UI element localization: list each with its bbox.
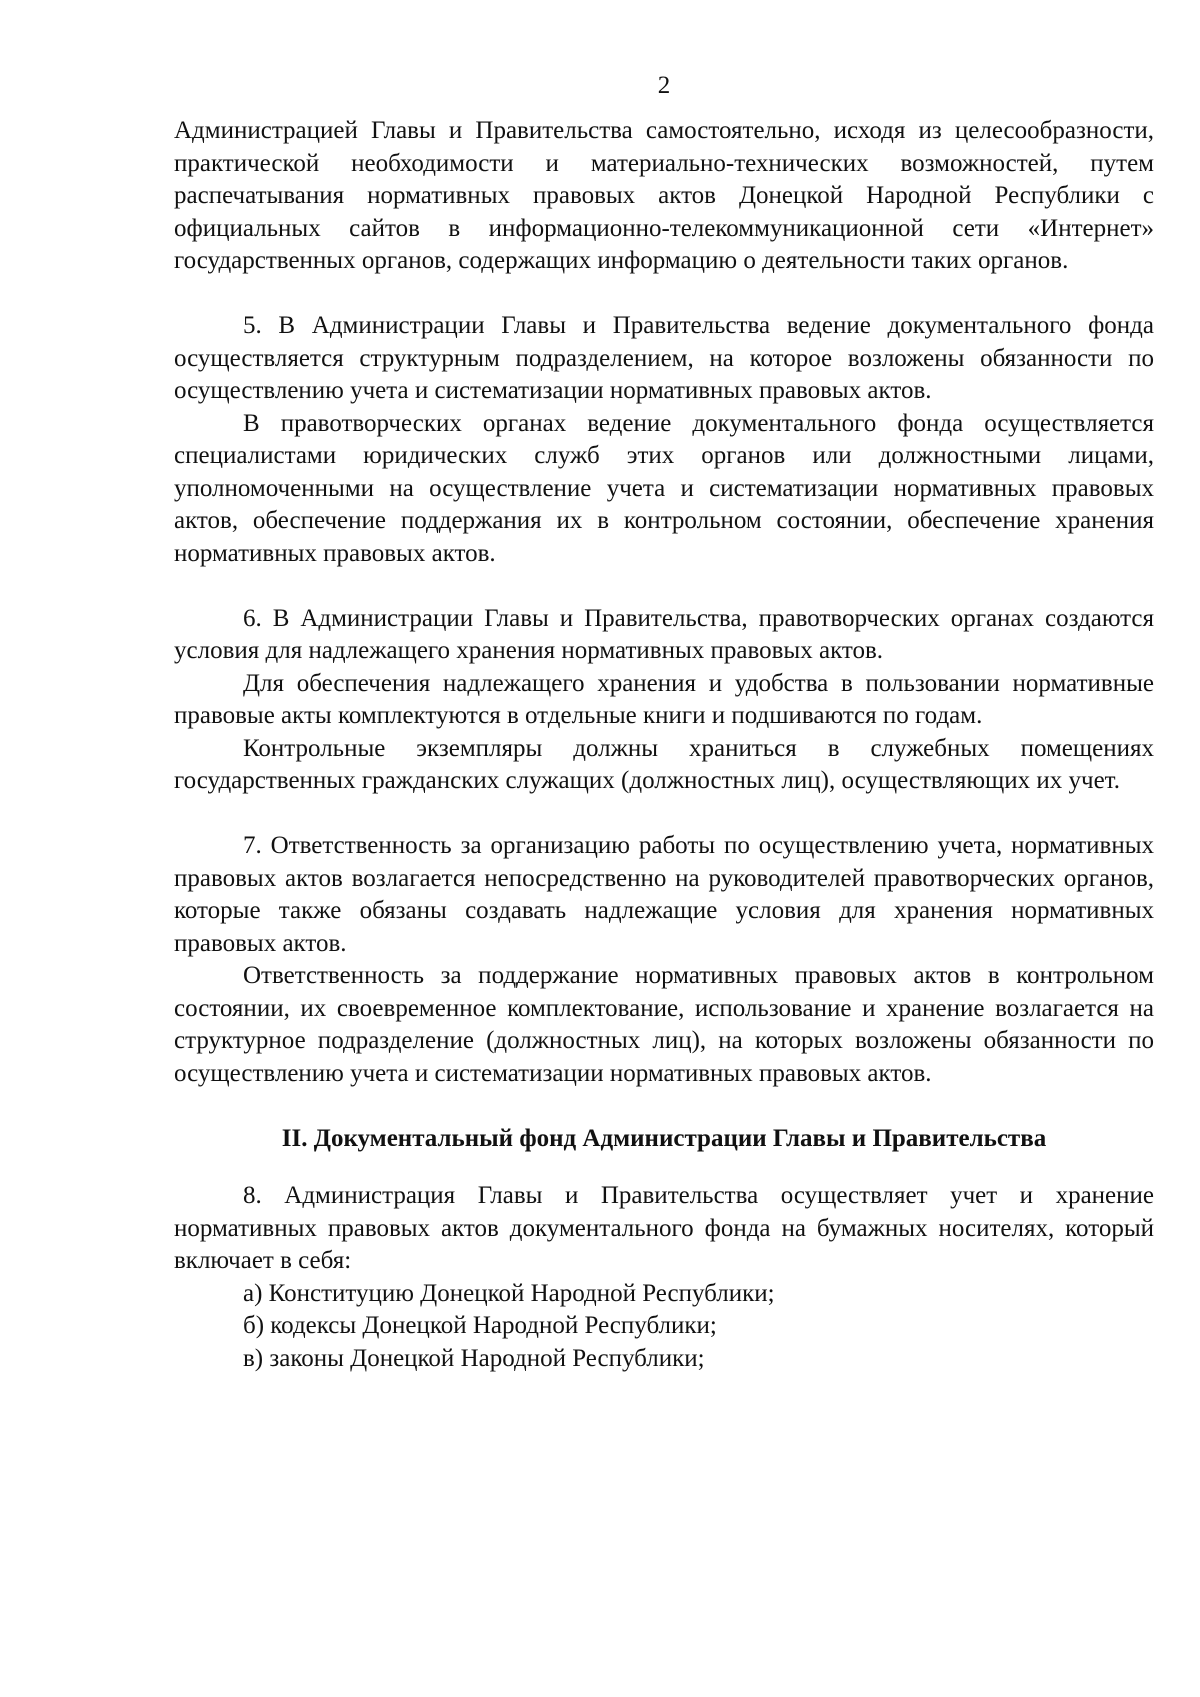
- page-number: 2: [657, 72, 671, 99]
- paragraph-item-6-control-copies: Контрольные экземпляры должны храниться в служебных помещениях государственных гражданских служащих (должностных лиц), осуществляющих их учет.: [174, 734, 1154, 794]
- list-item: а) Конституцию Донецкой Народной Республики;: [243, 1279, 775, 1307]
- paragraph-gap: [174, 798, 1154, 831]
- paragraph-item-7: 7. Ответственность за организацию работы по осуществлению учета, нормативных правовых актов возлагается непосредственно на руководителей правотворческих органов, которые также обязаны создавать надлежащие условия для хранения нормативных правовых актов.: [174, 832, 1154, 957]
- paragraph-item-7-responsibility: Ответственность за поддержание нормативных правовых актов в контрольном состоянии, их своевременное комплектование, использование и хранение возлагается на структурное подразделение (должностных лиц), на которых возложены обязанности по осуществлению учета и систематизации нормативных правовых актов.: [174, 962, 1154, 1087]
- paragraph-gap: [174, 570, 1154, 603]
- paragraph-gap: [174, 1090, 1154, 1123]
- paragraph-gap: [174, 1155, 1154, 1180]
- paragraph-item-6-storage: Для обеспечения надлежащего хранения и удобства в пользовании нормативные правовые акты комплектуются в отдельные книги и подшиваются по годам.: [174, 669, 1154, 729]
- paragraph-gap: [174, 278, 1154, 311]
- section-heading: II. Документальный фонд Администрации Главы и Правительства: [281, 1124, 1047, 1152]
- document-body: [174, 115, 1154, 1375]
- paragraph-item-6: 6. В Администрации Главы и Правительства, правотворческих органах создаются условия для надлежащего хранения нормативных правовых актов.: [174, 604, 1154, 664]
- list-item: б) кодексы Донецкой Народной Республики;: [243, 1312, 717, 1339]
- list-item: в) законы Донецкой Народной Республики;: [243, 1344, 705, 1372]
- paragraph-item-8: 8. Администрация Главы и Правительства осуществляет учет и хранение нормативных правовых актов документального фонда на бумажных носителях, который включает в себя:: [174, 1182, 1154, 1274]
- paragraph-item-5-continued: В правотворческих органах ведение документального фонда осуществляется специалистами юридических служб этих органов или должностными лицами, уполномоченными на осуществление учета и систематизации нормативных правовых актов, обеспечение поддержания их в контрольном состоянии, обеспечение хранения нормативных правовых актов.: [174, 409, 1154, 567]
- paragraph-continuation: Администрацией Главы и Правительства самостоятельно, исходя из целесообразности, практической необходимости и материально-технических возможностей, путем распечатывания нормативных правовых актов Донецкой Народной Республики с официальных сайтов в информационно-телекоммуникационной сети «Интернет» государственных органов, содержащих информацию о деятельности таких органов.: [174, 117, 1154, 274]
- paragraph-item-5: 5. В Администрации Главы и Правительства ведение документального фонда осуществляется структурным подразделением, на которое возложены обязанности по осуществлению учета и систематизации нормативных правовых актов.: [174, 312, 1154, 404]
